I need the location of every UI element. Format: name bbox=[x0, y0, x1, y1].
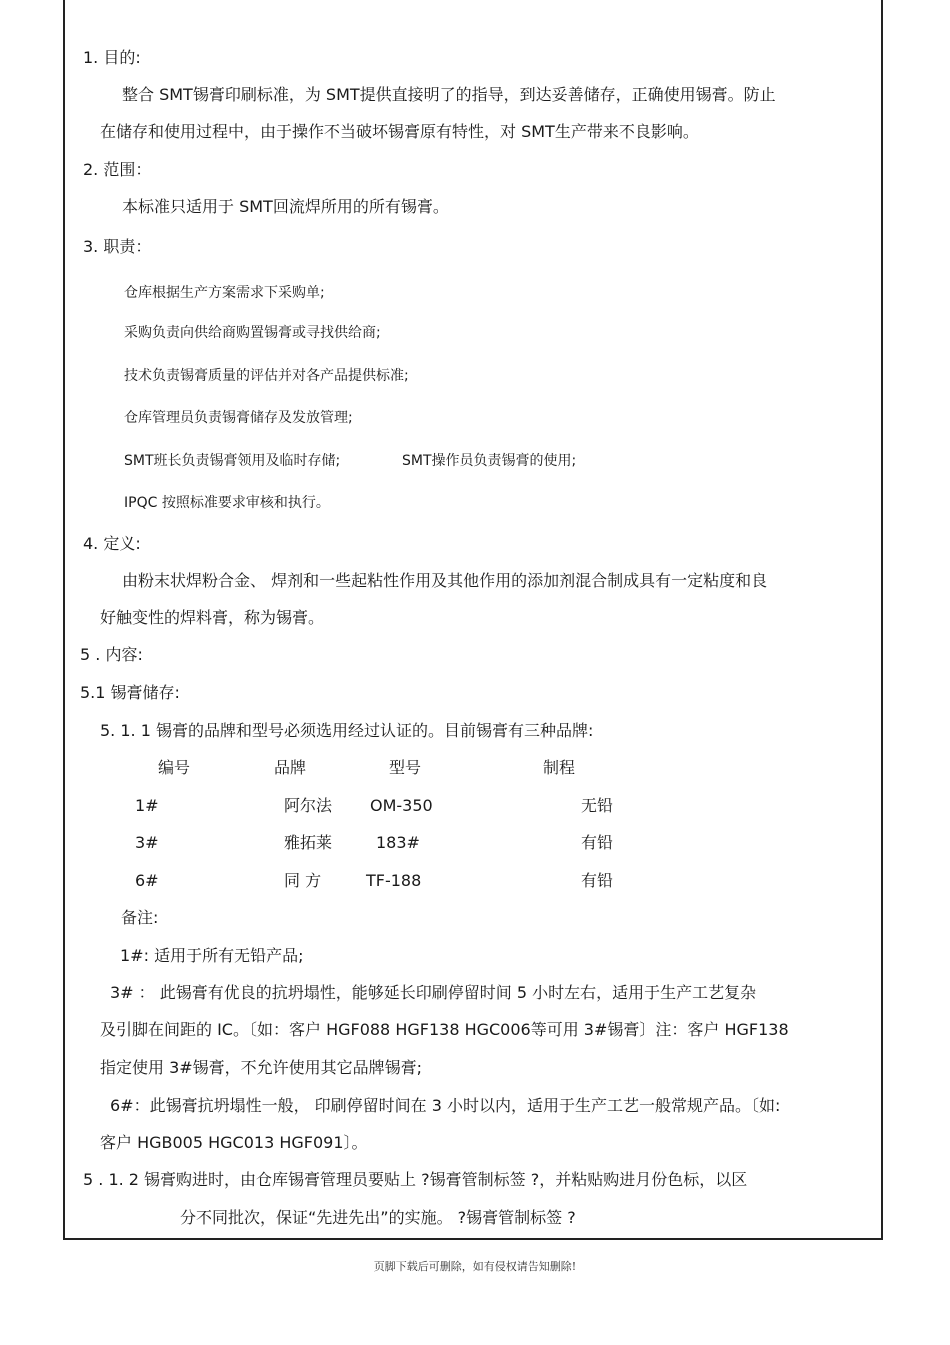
table-cell: 183# bbox=[376, 833, 420, 852]
duty-item: IPQC 按照标准要求审核和执行。 bbox=[124, 495, 330, 511]
duty-item: SMT操作员负责锡膏的使用; bbox=[402, 453, 577, 469]
table-cell: 同 方 bbox=[284, 871, 322, 890]
duty-item: 仓库管理员负责锡膏储存及发放管理; bbox=[124, 410, 353, 426]
note-6-line-2: 客户 HGB005 HGC013 HGF091〕。 bbox=[100, 1133, 368, 1152]
table-cell: 无铅 bbox=[581, 796, 614, 815]
note-3-line-1: 3# ： 此锡膏有优良的抗坍塌性，能够延长印刷停留时间 5 小时左右，适用于生产工艺复杂 bbox=[110, 983, 757, 1002]
table-header: 型号 bbox=[389, 758, 422, 777]
table-cell: TF-188 bbox=[366, 871, 422, 890]
note-3-line-2: 及引脚在间距的 IC。〔如：客户 HGF088 HGF138 HGC006等可用 3#锡膏〕注：客户 HGF138 bbox=[100, 1020, 789, 1039]
table-cell: 阿尔法 bbox=[284, 796, 333, 815]
table-cell: 雅拓莱 bbox=[284, 833, 333, 852]
table-cell: 3# bbox=[135, 833, 159, 852]
table-header: 制程 bbox=[543, 758, 576, 777]
table-cell: 有铅 bbox=[581, 871, 614, 890]
section-4-para-line-1: 由粉末状焊粉合金、 焊剂和一些起粘性作用及其他作用的添加剂混合制成具有一定粘度和良 bbox=[122, 571, 768, 590]
subsection-5-1-1: 5. 1. 1 锡膏的品牌和型号必须选用经过认证的。目前锡膏有三种品牌: bbox=[100, 721, 594, 740]
table-header: 编号 bbox=[158, 758, 191, 777]
duty-item: 技术负责锡膏质量的评估并对各产品提供标准; bbox=[124, 368, 409, 384]
section-3-title: 3. 职责： bbox=[83, 237, 152, 256]
section-1-para-line-1: 整合 SMT锡膏印刷标准，为 SMT提供直接明了的指导，到达妥善储存，正确使用锡膏。防止 bbox=[122, 85, 776, 104]
note-6-line-1: 6#：此锡膏抗坍塌性一般， 印刷停留时间在 3 小时以内，适用于生产工艺一般常规产品。〔如: bbox=[110, 1096, 781, 1115]
duty-item: 仓库根据生产方案需求下采购单; bbox=[124, 285, 325, 301]
section-1-title: 1. 目的: bbox=[83, 48, 141, 67]
section-4-para-line-2: 好触变性的焊料膏，称为锡膏。 bbox=[100, 608, 325, 627]
note-1: 1#: 适用于所有无铅产品; bbox=[120, 946, 304, 965]
table-header: 品牌 bbox=[274, 758, 307, 777]
subsection-5-1-2-line-2: 分不同批次，保证“先进先出”的实施。 ?锡膏管制标签 ? bbox=[180, 1208, 576, 1227]
section-2-title: 2. 范围： bbox=[83, 160, 152, 179]
section-2-para: 本标准只适用于 SMT回流焊所用的所有锡膏。 bbox=[122, 197, 449, 216]
table-cell: 6# bbox=[135, 871, 159, 890]
page-footer: 页脚下载后可删除，如有侵权请告知删除! bbox=[373, 1260, 577, 1273]
section-5-title: 5 . 内容: bbox=[80, 645, 143, 664]
table-cell: OM-350 bbox=[370, 796, 433, 815]
section-4-title: 4. 定义: bbox=[83, 534, 141, 553]
duty-item: 采购负责向供给商购置锡膏或寻找供给商; bbox=[124, 325, 381, 341]
subsection-5-1: 5.1 锡膏储存: bbox=[80, 683, 180, 702]
duty-item: SMT班长负责锡膏领用及临时存储; bbox=[124, 453, 341, 469]
table-cell: 1# bbox=[135, 796, 159, 815]
note-3-line-3: 指定使用 3#锡膏，不允许使用其它品牌锡膏; bbox=[100, 1058, 423, 1077]
subsection-5-1-2-line-1: 5 . 1. 2 锡膏购进时，由仓库锡膏管理员要贴上 ?锡膏管制标签 ?，并粘贴购进月份色标，以区 bbox=[83, 1170, 748, 1189]
note-label: 备注: bbox=[121, 908, 159, 927]
section-1-para-line-2: 在储存和使用过程中，由于操作不当破坏锡膏原有特性，对 SMT生产带来不良影响。 bbox=[100, 122, 699, 141]
table-cell: 有铅 bbox=[581, 833, 614, 852]
